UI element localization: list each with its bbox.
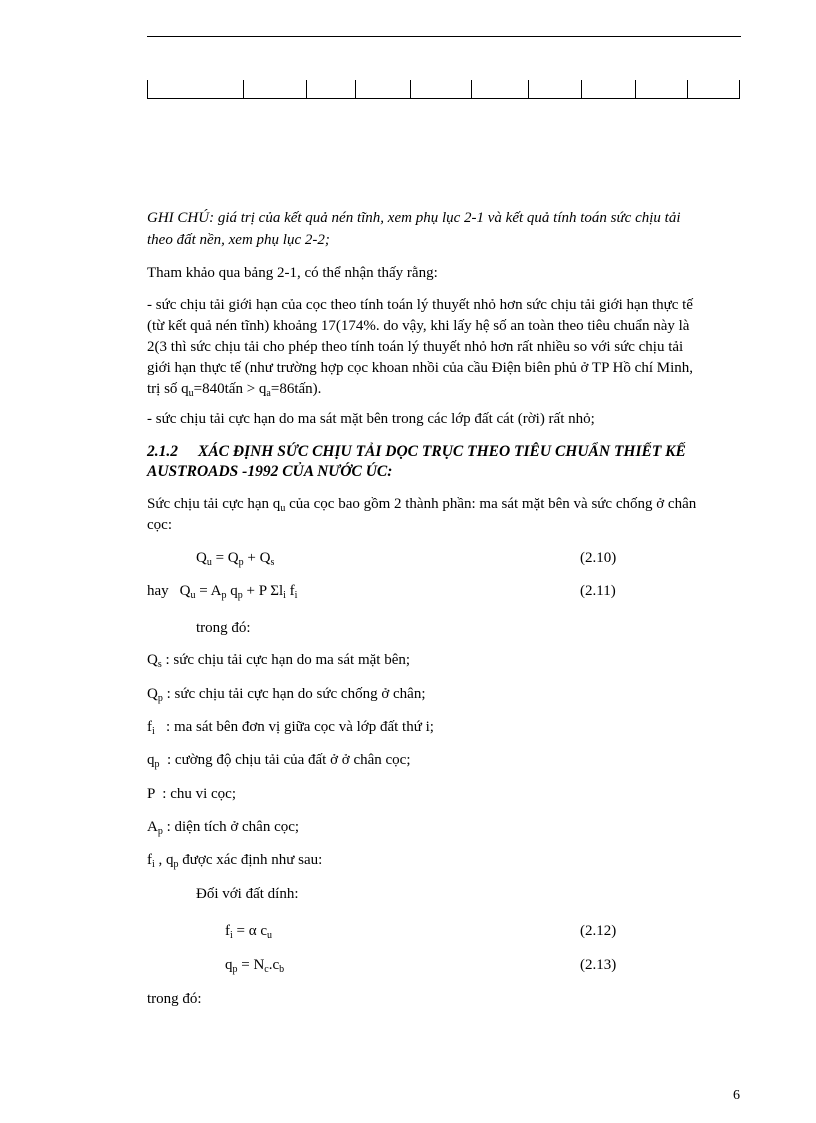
table-column-rule (635, 80, 636, 98)
equation-number: (2.10) (580, 550, 617, 566)
section-heading: 2.1.2 XÁC ĐỊNH SỨC CHỊU TẢI DỌC TRỤC THEO TIÊU CHUẨN THIẾT KẾ (147, 443, 686, 460)
paragraph-line: - sức chịu tải cực hạn do ma sát mặt bên trong các lớp đất cát (rời) rất nhỏ; (147, 411, 595, 427)
subsection-label: Đối với đất dính: (196, 886, 299, 902)
paragraph-line: trị số $q_u=840tấn$ > $q_a=86tấn$). (147, 381, 322, 399)
table-column-rule (306, 80, 307, 98)
equation-number: (2.13) (580, 957, 617, 973)
paragraph-line: 2(3 thì sức chịu tải cho phép theo tính toán lý thuyết nhỏ hơn rất nhiều so với sức chịu tải (147, 339, 684, 355)
table-column-rule (243, 80, 244, 98)
definition-line: $Q_p$ : sức chịu tải cực hạn do sức chống ở chân; (147, 686, 426, 704)
note-line: theo đất nền, xem phụ lục 2-2; (147, 232, 330, 248)
table-column-rule (147, 80, 148, 98)
paragraph-line: Sức chịu tải cực hạn $q_u$ của cọc bao gồm 2 thành phần: ma sát mặt bên và sức chống ở chân (147, 496, 697, 514)
section-heading: AUSTROADS -1992 CỦA NƯỚC ÚC: (147, 463, 393, 480)
equation: $Q_u = Q_p + Q_s$ (196, 550, 275, 568)
equation: $f_i = \alpha$ $c_u$ (225, 923, 273, 941)
paragraph-line: cọc: (147, 517, 172, 533)
definition-line: $f_i$ : ma sát bên đơn vị giữa cọc và lớp đất thứ i; (147, 719, 434, 737)
page-number: 6 (733, 1088, 740, 1103)
equation: $q_p = N_c.c_b$ (225, 957, 285, 975)
paragraph-line: - sức chịu tải giới hạn của cọc theo tính toán lý thuyết nhỏ hơn sức chịu tải giới hạn thực tế (147, 297, 693, 313)
table-column-rule (581, 80, 582, 98)
table-column-rule (687, 80, 688, 98)
definition-line: $A_p$ : diện tích ở chân cọc; (147, 819, 300, 837)
table-column-rule (739, 80, 740, 98)
table-column-rule (410, 80, 411, 98)
reference-paragraph: Tham khảo qua bảng 2-1, có thể nhận thấy rằng: (147, 265, 438, 281)
definition-line: $f_i$ , $q_p$ được xác định như sau: (147, 852, 323, 870)
paragraph-line: (từ kết quả nén tĩnh) khoảng 17(174%. do vậy, khi lấy hệ số an toàn theo tiêu chuẩn này là (147, 318, 690, 334)
table-column-rule (471, 80, 472, 98)
table-column-rule (528, 80, 529, 98)
table-fragment (147, 80, 740, 99)
where-label: trong đó: (147, 991, 202, 1007)
definition-line: P : chu vi cọc; (147, 786, 237, 802)
header-rule (147, 36, 741, 37)
equation-number: (2.11) (580, 583, 616, 599)
equation: hay $Q_u = A_p$ $q_p + P$ $\Sigma l_i$ $f_i$ (147, 583, 298, 601)
equation-number: (2.12) (580, 923, 617, 939)
definition-line: $Q_s$ : sức chịu tải cực hạn do ma sát mặt bên; (147, 652, 411, 670)
definition-line: $q_p$ : cường độ chịu tải của đất ở ở chân cọc; (147, 752, 411, 770)
where-label: trong đó: (196, 620, 251, 636)
table-column-rule (355, 80, 356, 98)
note-line: GHI CHÚ: giá trị của kết quả nén tĩnh, xem phụ lục 2-1 và kết quả tính toán sức chịu tải (147, 210, 681, 226)
paragraph-line: giới hạn thực tế (như trường hợp cọc khoan nhồi của cầu Điện biên phủ ở TP Hồ chí Minh, (147, 360, 694, 376)
